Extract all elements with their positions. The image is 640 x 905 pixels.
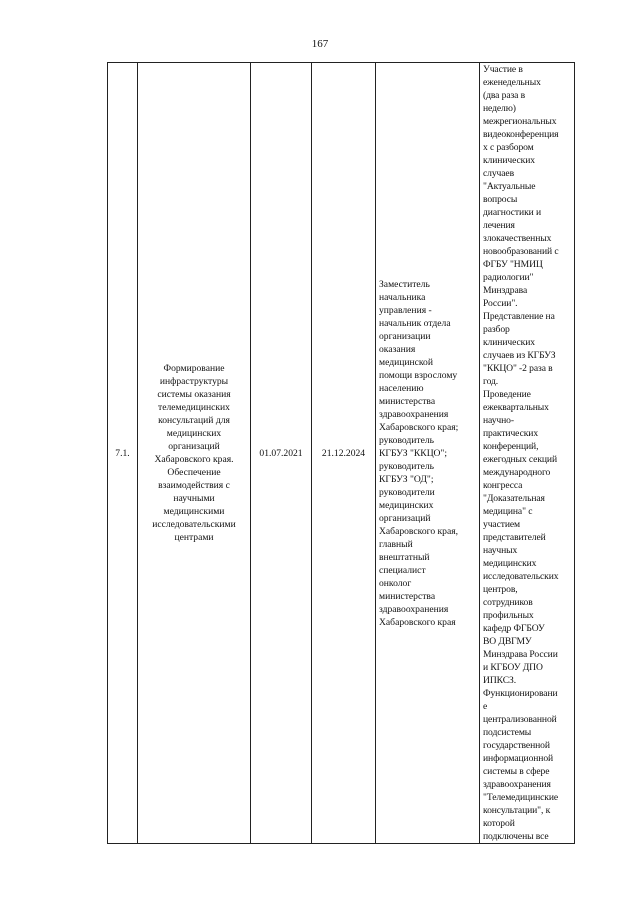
- activity-table: [107, 62, 575, 844]
- start-date-cell: 01.07.2021: [251, 63, 312, 844]
- end-date-cell: 21.12.2024: [312, 63, 376, 844]
- table-row: [108, 63, 575, 844]
- page-number: 167: [311, 38, 329, 50]
- activity-name-cell: Формирование инфраструктуры системы оказания телемедицинских консультаций для медицинских организаций Хабаровского края. Обеспечение взаимодействия с научными медицинскими исследовательскими центрами: [138, 63, 251, 844]
- result-cell: Участие в еженедельных (два раза в неделю) межрегиональных видеоконференция х с разбором клинических случаев "Актуальные вопросы диагностики и лечения злокачественных новообразований с ФГБУ "НМИЦ радиологии" Минздрава России". Представление на разбор клинических случаев из КГБУЗ "ККЦО" -2 раза в год. Проведение ежеквартальных научно- практических конференций, ежегодных секций международного конгресса "Доказательная медицина" с участием представителей научных медицинских исследовательских центров, сотрудников профильных кафедр ФГБОУ ВО ДВГМУ Минздрава России и КГБОУ ДПО ИПКСЗ. Функционировани е централизованной подсистемы государственной информационной системы в сфере здравоохранения "Телемедицинские консультации", к которой подключены все: [480, 63, 575, 844]
- responsible-cell: Заместитель начальника управления - начальник отдела организации оказания медицинской помощи взрослому населению министерства здравоохранения Хабаровского края; руководитель КГБУЗ "ККЦО"; руководитель КГБУЗ "ОД"; руководители медицинских организаций Хабаровского края, главный внештатный специалист онколог министерства здравоохранения Хабаровского края: [376, 63, 480, 844]
- item-number-cell: 7.1.: [108, 63, 138, 844]
